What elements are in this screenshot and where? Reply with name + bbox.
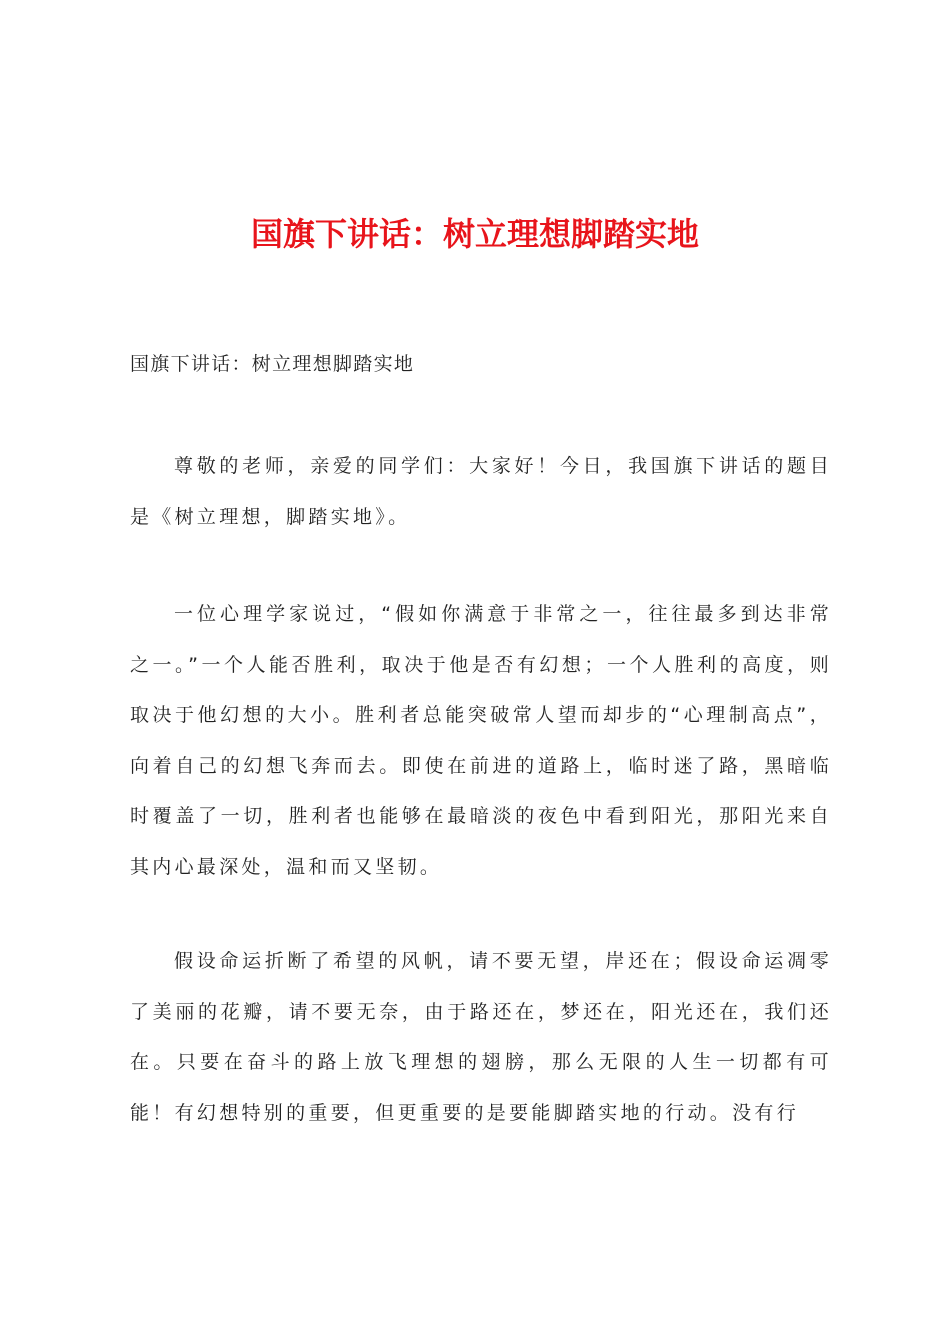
document-title: 国旗下讲话：树立理想脚踏实地 — [250, 215, 699, 253]
paragraph-fate-and-action: 假设命运折断了希望的风帆，请不要无望，岸还在；假设命运凋零了美丽的花瓣，请不要无奈，由于路还在，梦还在，阳光还在，我们还在。只要在奋斗的路上放飞理想的翅膀，那么无限的人生一切都有可能！有幻想特别的重要，但更重要的是要能脚踏实地的行动。没有行 — [130, 950, 832, 1124]
paragraph-psychologist-quote: 一位心理学家说过，“假如你满意于非常之一，往往最多到达非常之一。”一个人能否胜利，取决于他是否有幻想；一个人胜利的高度，则取决于他幻想的大小。胜利者总能突破常人望而却步的“心理制高点”，向着自己的幻想飞奔而去。即使在前进的道路上，临时迷了路，黑暗临时覆盖了一切，胜利者也能够在最暗淡的夜色中看到阳光，那阳光来自其内心最深处，温和而又坚韧。 — [130, 603, 832, 878]
document-subtitle: 国旗下讲话：树立理想脚踏实地 — [130, 353, 415, 375]
paragraph-greeting: 尊敬的老师，亲爱的同学们：大家好！今日，我国旗下讲话的题目是《树立理想，脚踏实地》。 — [130, 455, 832, 528]
